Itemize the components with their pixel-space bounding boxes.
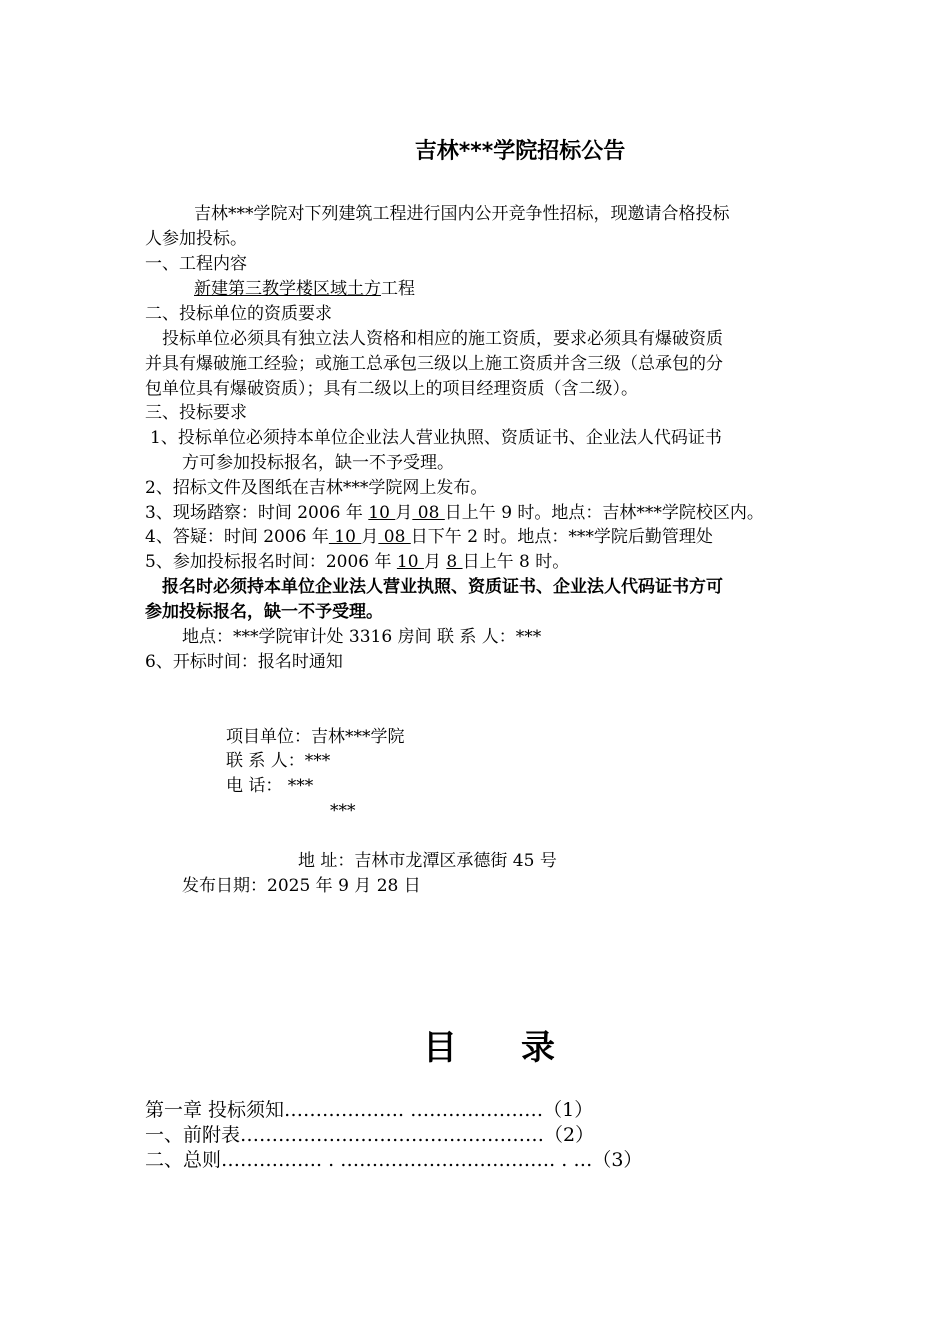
section-2-line-1: 投标单位必须具有独立法人资格和相应的施工资质，要求必须具有爆破资质 [162, 329, 723, 349]
toc-title-char-2: 录 [521, 1028, 557, 1068]
item-4-day: 08 [378, 527, 411, 547]
section-3-item-4 [145, 525, 713, 549]
contact-phone-continued: *** [330, 801, 356, 821]
item-5-prefix: 5、参加投标报名时间：2006 年 [145, 552, 397, 572]
contact-address: 地 址：吉林市龙潭区承德街 45 号 [298, 851, 557, 871]
section-2-line-2: 并具有爆破施工经验；或施工总承包三级以上施工资质并含三级（总承包的分 [145, 354, 723, 374]
contact-person: 联 系 人：*** [226, 751, 331, 771]
registration-location: 地点：***学院审计处 3316 房间 联 系 人：*** [182, 627, 542, 647]
item-5-month-unit: 月 [423, 552, 447, 572]
toc-entry[interactable]: 一、前附表…………………………………………（2） [145, 1124, 595, 1146]
section-3-item-1-line-2: 方可参加投标报名，缺一不予受理。 [182, 453, 454, 473]
item-3-suffix: 日上午 9 时。地点：吉林***学院校区内。 [444, 503, 764, 523]
toc-entry[interactable]: 二、总则……………. . ……………………………. . …（3） [145, 1149, 643, 1171]
page-title: 吉林***学院招标公告 [414, 139, 626, 164]
toc-entry[interactable]: 第一章 投标须知………………. …………………（1） [145, 1099, 594, 1121]
section-3-item-1-line-1: 1、投标单位必须持本单位企业法人营业执照、资质证书、企业法人代码证书 [150, 428, 722, 448]
project-name-underlined: 新建第三教学楼区域土方 [194, 279, 381, 299]
item-4-suffix: 日下午 2 时。地点：***学院后勤管理处 [410, 527, 713, 547]
item-4-month-unit: 月 [361, 527, 379, 547]
intro-line-2: 人参加投标。 [145, 229, 247, 249]
item-3-month: 10 [368, 503, 396, 523]
item-3-prefix: 3、现场踏察：时间 2006 年 [145, 503, 369, 523]
intro-line-1: 吉林***学院对下列建筑工程进行国内公开竞争性招标，现邀请合格投标 [194, 204, 730, 224]
toc-title-char-1: 目 [423, 1028, 459, 1068]
section-2-heading: 二、投标单位的资质要求 [145, 304, 332, 324]
item-3-day: 08 [412, 503, 445, 523]
section-2-line-3: 包单位具有爆破资质）；具有二级以上的项目经理资质（含二级）。 [145, 379, 638, 399]
bold-notice-line-2: 参加投标报名，缺一不予受理。 [145, 602, 383, 622]
section-3-item-3 [145, 501, 764, 525]
project-name-rest: 工程 [381, 279, 415, 299]
contact-phone: 电 话： *** [226, 776, 314, 796]
section-1-item [194, 277, 415, 301]
item-5-day: 8 [446, 552, 463, 572]
section-3-item-5 [145, 550, 569, 574]
item-4-prefix: 4、答疑：时间 2006 年 [145, 527, 329, 547]
toc-title [0, 1026, 950, 1070]
section-1-heading: 一、工程内容 [145, 254, 247, 274]
section-3-item-6: 6、开标时间：报名时通知 [145, 652, 343, 672]
item-5-month: 10 [396, 552, 424, 572]
publish-date: 发布日期：2025 年 9 月 28 日 [182, 876, 421, 896]
item-4-month: 10 [328, 527, 362, 547]
section-3-heading: 三、投标要求 [145, 403, 247, 423]
bold-notice-line-1: 报名时必须持本单位企业法人营业执照、资质证书、企业法人代码证书方可 [162, 577, 723, 597]
item-3-month-unit: 月 [395, 503, 413, 523]
section-3-item-2: 2、招标文件及图纸在吉林***学院网上发布。 [145, 478, 488, 498]
project-unit: 项目单位：吉林***学院 [226, 727, 405, 747]
item-5-suffix: 日上午 8 时。 [462, 552, 570, 572]
